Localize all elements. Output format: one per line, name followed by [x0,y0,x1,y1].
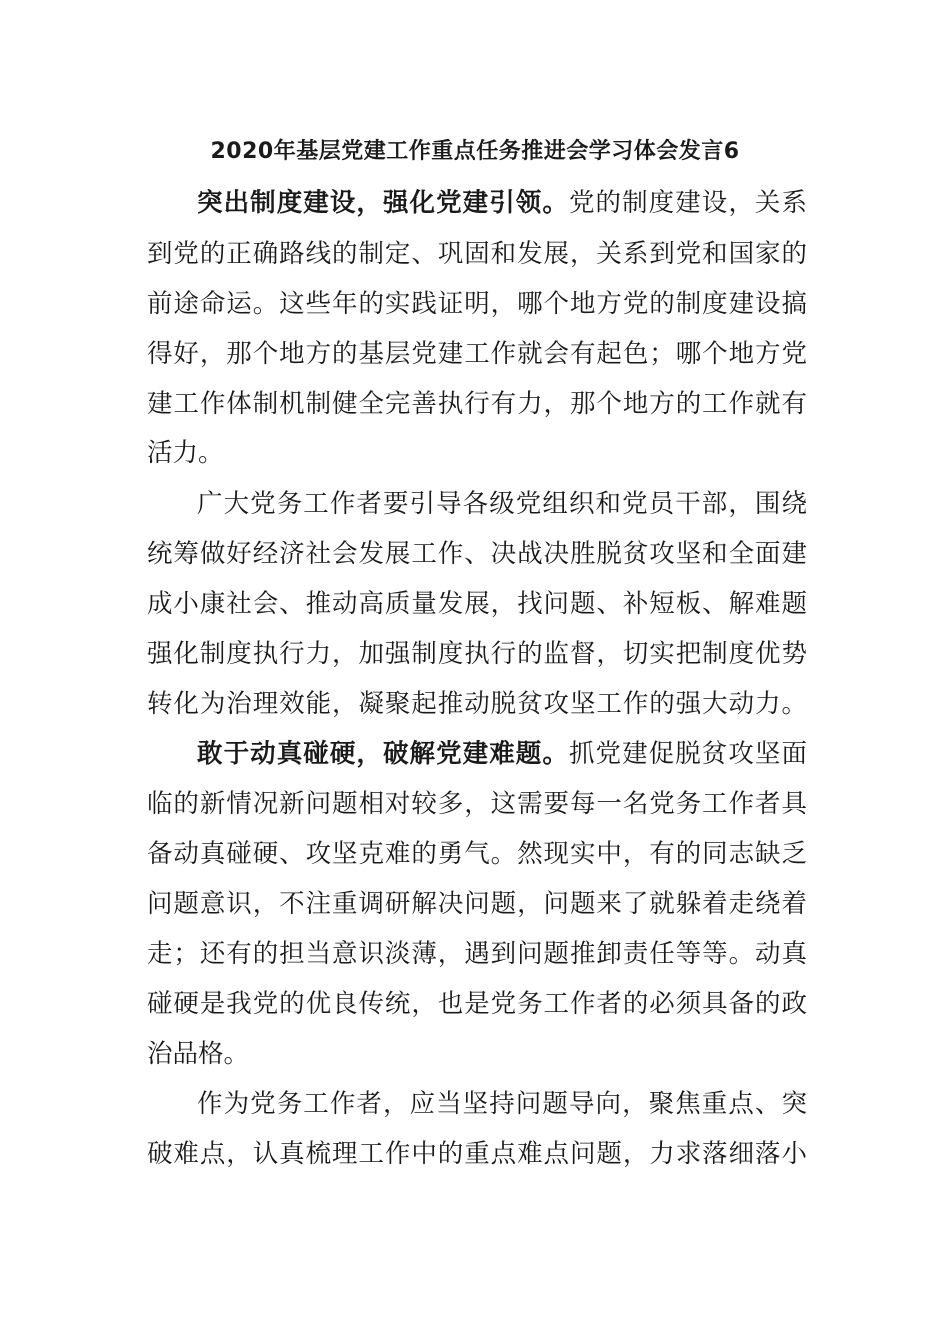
paragraph-1-line-6: 活力。 [147,438,224,468]
paragraph-4-line-2: 破难点，认真梳理工作中的重点难点问题，力求落细落小 [147,1139,807,1169]
paragraph-1-line-4: 得好，那个地方的基层党建工作就会有起色；哪个地方党 [147,339,807,369]
paragraph-3-line-5: 走；还有的担当意识淡薄，遇到问题推卸责任等等。动真 [147,939,807,969]
document-title: 2020年基层党建工作重点任务推进会学习体会发言6 [210,139,740,164]
paragraph-3-line-3: 备动真碰硬、攻坚克难的勇气。然现实中，有的同志缺乏 [147,839,807,869]
paragraph-3-lead: 敢于动真碰硬，破解党建难题。 [197,739,569,769]
paragraph-2-line-1: 广大党务工作者要引导各级党组织和党员干部，围绕 [197,489,807,519]
paragraph-1-line-1 [197,185,807,221]
paragraph-1-first-rest: 党的制度建设，关系 [568,188,807,218]
paragraph-4-line-1: 作为党务工作者，应当坚持问题导向，聚焦重点、突 [197,1089,807,1119]
paragraph-2-line-4: 强化制度执行力，加强制度执行的监督，切实把制度优势 [147,639,807,669]
paragraph-1-line-2: 到党的正确路线的制定、巩固和发展，关系到党和国家的 [147,239,807,269]
paragraph-3-line-1 [197,736,807,772]
paragraph-3-first-rest: 抓党建促脱贫攻坚面 [568,739,807,769]
paragraph-3-line-6: 碰硬是我党的优良传统，也是党务工作者的必须具备的政 [147,989,807,1019]
paragraph-3-line-7: 治品格。 [147,1039,250,1069]
paragraph-3-line-4: 问题意识，不注重调研解决问题，问题来了就躲着走绕着 [147,889,807,919]
paragraph-1-line-5: 建工作体制机制健全完善执行有力，那个地方的工作就有 [147,389,807,419]
paragraph-1-lead: 突出制度建设，强化党建引领。 [197,188,569,218]
paragraph-2-line-5: 转化为治理效能，凝聚起推动脱贫攻坚工作的强大动力。 [147,689,807,719]
paragraph-2-line-2: 统筹做好经济社会发展工作、决战决胜脱贫攻坚和全面建 [147,539,807,569]
paragraph-2-line-3: 成小康社会、推动高质量发展，找问题、补短板、解难题 [147,589,807,619]
paragraph-3-line-2: 临的新情况新问题相对较多，这需要每一名党务工作者具 [147,789,807,819]
paragraph-1-line-3: 前途命运。这些年的实践证明，哪个地方党的制度建设搞 [147,289,807,319]
